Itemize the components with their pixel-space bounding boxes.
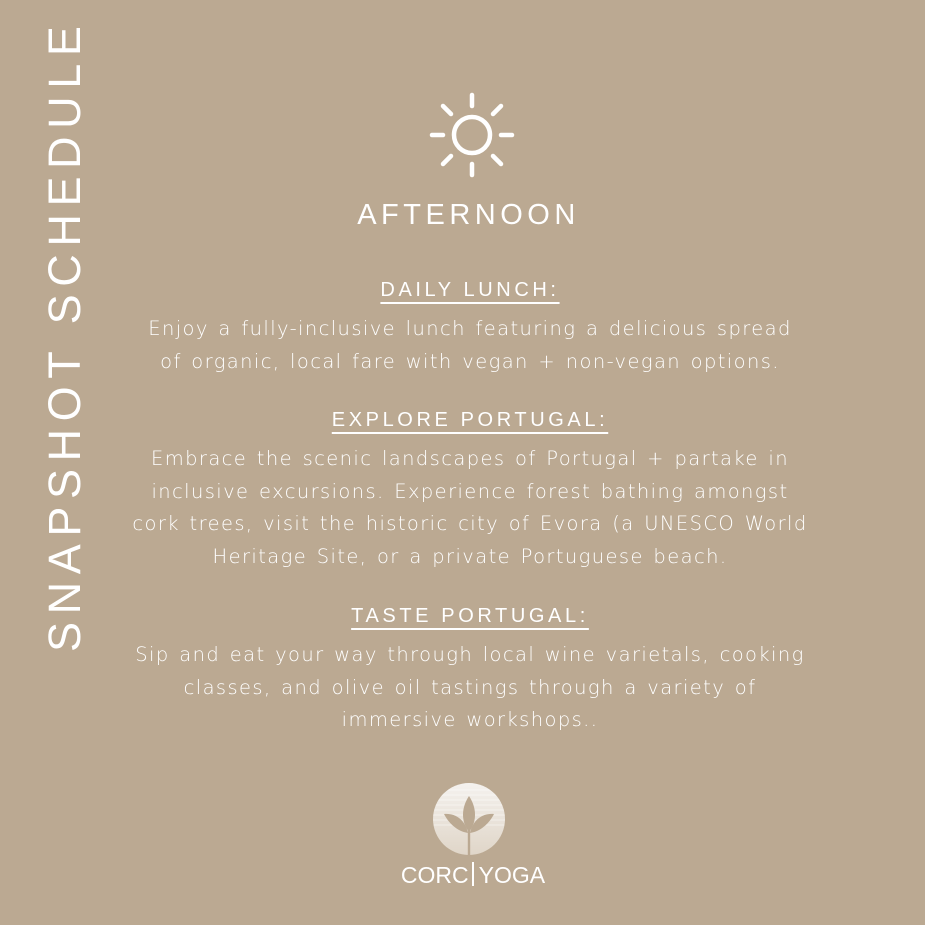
taste-portugal-section	[100, 605, 840, 737]
leaf-logo-icon	[432, 782, 506, 856]
taste-portugal-text	[100, 639, 840, 737]
text-line: of organic, local fare with vegan + non-vegan options.	[160, 349, 780, 373]
section-heading: AFTERNOON	[357, 199, 580, 231]
text-line: Enjoy a fully-inclusive lunch featuring a delicious spread	[148, 317, 792, 340]
daily-lunch-text	[100, 313, 840, 378]
logo-word-left: CORC	[400, 862, 469, 888]
logo-divider	[472, 862, 474, 886]
sun-icon	[429, 92, 515, 178]
text-line: Sip and eat your way through local wine varietals, cooking	[135, 643, 805, 666]
logo-wordmark	[398, 862, 548, 889]
side-title: SNAPSHOT SCHEDULE	[39, 18, 90, 652]
explore-portugal-section	[100, 409, 840, 573]
text-line: cork trees, visit the historic city of Evora (a UNESCO World	[132, 512, 808, 535]
explore-portugal-title: EXPLORE PORTUGAL:	[331, 409, 609, 431]
corc-yoga-logo	[398, 782, 548, 892]
daily-lunch-section	[100, 279, 840, 378]
text-line: immersive workshops..	[341, 708, 599, 731]
explore-portugal-text	[100, 443, 840, 573]
logo-word-right: YOGA	[478, 862, 546, 888]
text-line: Heritage Site, or a private Portuguese beach.	[212, 544, 728, 568]
text-line: classes, and olive oil tastings through a variety of	[183, 675, 757, 699]
taste-portugal-title: TASTE PORTUGAL:	[351, 605, 589, 627]
text-line: Embrace the scenic landscapes of Portugal + partake in	[151, 447, 789, 470]
daily-lunch-title: DAILY LUNCH:	[380, 279, 560, 301]
text-line: inclusive excursions. Experience forest bathing amongst	[151, 479, 789, 503]
